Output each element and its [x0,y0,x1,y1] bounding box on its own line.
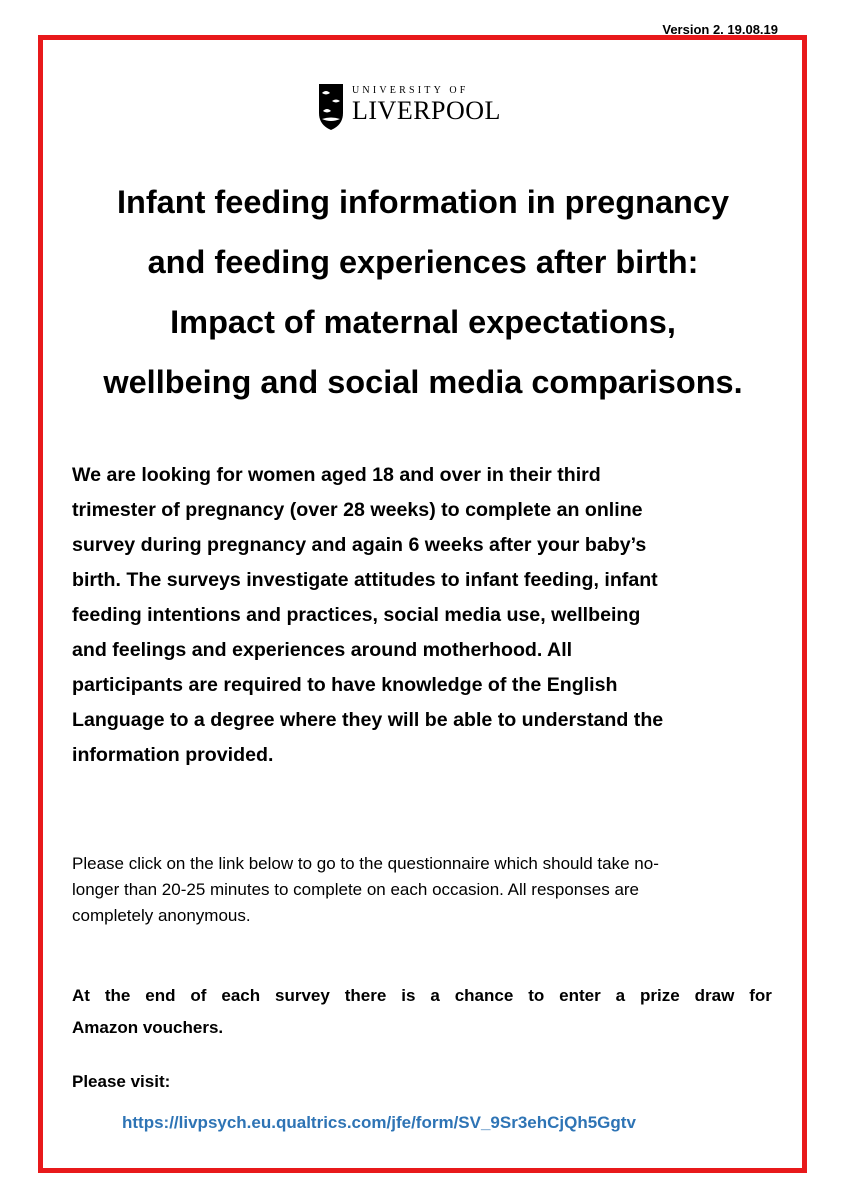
intro-line: Language to a degree where they will be able to understand the [72,709,664,731]
prize-word: end [145,986,176,1005]
prize-word: each [221,986,261,1005]
prize-word: draw [694,986,735,1005]
intro-line: information provided. [72,744,274,766]
visit-label: Please visit: [72,1072,171,1091]
prize-word: a [615,986,626,1005]
intro-line: birth. The surveys investigate attitudes to infant feeding, infant [72,569,658,591]
prize-word: there [344,986,387,1005]
survey-link[interactable]: https://livpsych.eu.qualtrics.com/jfe/form/SV_9Sr3ehCjQh5Ggtv [122,1113,636,1132]
intro-line: trimester of pregnancy (over 28 weeks) to complete an online [72,499,643,521]
prize-word: survey [275,986,330,1005]
prize-word: a [430,986,440,1005]
university-logo [318,83,501,131]
instruction-line: longer than 20-25 minutes to complete on each occasion. All responses are [72,880,640,899]
prize-line-justified [72,980,772,1012]
prize-word: is [401,986,416,1005]
intro-line: survey during pregnancy and again 6 weeks after your baby’s [72,534,647,556]
page-title [48,172,798,412]
title-line: and feeding experiences after birth: [147,244,699,280]
title-line: wellbeing and social media comparisons. [103,364,743,400]
title-line: Impact of maternal expectations, [170,304,676,340]
university-crest-icon [318,83,344,131]
intro-line: We are looking for women aged 18 and over in their third [72,464,601,486]
title-line: Infant feeding information in pregnancy [116,184,730,220]
intro-line: participants are required to have knowledge of the English [72,674,618,696]
prize-word: chance [454,986,514,1005]
instruction-paragraph [72,851,792,929]
instruction-line: completely anonymous. [72,906,251,925]
prize-line-2: Amazon vouchers. [72,1018,224,1037]
intro-line: and feelings and experiences around motherhood. All [72,639,573,661]
instruction-line: Please click on the link below to go to the questionnaire which should take no- [72,854,659,873]
prize-word: prize [640,986,680,1005]
intro-line: feeding intentions and practices, social media use, wellbeing [72,604,641,626]
prize-word: the [104,986,131,1005]
intro-paragraph [72,458,792,773]
version-label: Version 2. 19.08.19 [662,22,778,37]
prize-word: At [72,986,90,1005]
prize-word: of [190,986,207,1005]
prize-word: to [528,986,545,1005]
prize-paragraph [72,980,772,1044]
prize-word: enter [559,986,601,1005]
prize-word: for [749,986,772,1005]
logo-liverpool: LIVERPOOL [352,96,501,125]
logo-university-of: UNIVERSITY OF [352,85,469,96]
